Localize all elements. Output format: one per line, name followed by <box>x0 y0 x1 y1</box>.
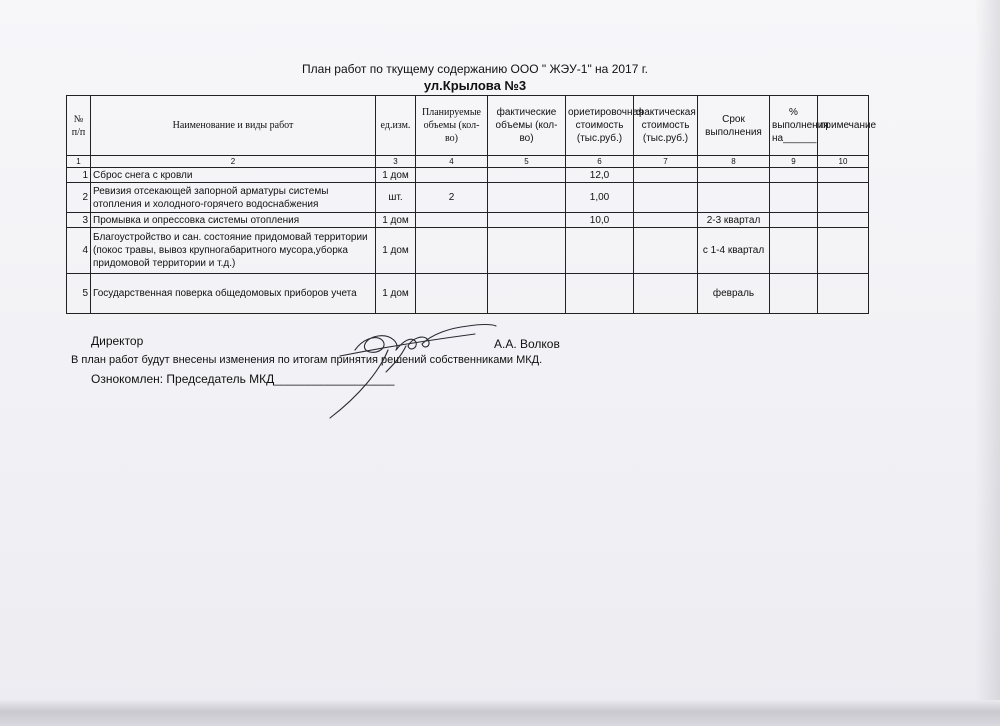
document-address: ул.Крылова №3 <box>423 78 527 93</box>
percent-cell <box>770 274 818 314</box>
header-actual-volume: фактические объемы (кол-во) <box>488 96 566 156</box>
row-number: 4 <box>67 228 91 274</box>
header-deadline: Срок выполнения <box>698 96 770 156</box>
header-number: № п/п <box>67 96 91 156</box>
column-number: 9 <box>770 156 818 168</box>
header-actual-cost: фактическая стоимость (тыс.руб.) <box>634 96 698 156</box>
work-name: Государственная поверка общедомовых приборов учета <box>91 274 376 314</box>
planned-volume-cell <box>416 168 488 183</box>
planned-volume-cell: 2 <box>416 183 488 213</box>
scan-shadow-right <box>975 0 1000 726</box>
remark-cell <box>818 213 869 228</box>
estimated-cost-cell: 1,00 <box>566 183 634 213</box>
estimated-cost-cell <box>566 228 634 274</box>
remark-cell <box>818 228 869 274</box>
percent-cell <box>770 168 818 183</box>
column-number: 5 <box>488 156 566 168</box>
column-number: 8 <box>698 156 770 168</box>
actual-volume-cell <box>488 274 566 314</box>
estimated-cost-cell <box>566 274 634 314</box>
planned-volume-cell <box>416 213 488 228</box>
handwritten-signature <box>300 310 510 425</box>
column-number: 4 <box>416 156 488 168</box>
header-percent-done: % выполнения на______ <box>770 96 818 156</box>
unit-cell: 1 дом <box>376 228 416 274</box>
actual-volume-cell <box>488 168 566 183</box>
header-remark: примечание <box>818 96 869 156</box>
deadline-cell <box>698 183 770 213</box>
planned-volume-cell <box>416 274 488 314</box>
column-number: 2 <box>91 156 376 168</box>
percent-cell <box>770 228 818 274</box>
work-plan-table <box>66 95 877 314</box>
actual-cost-cell <box>634 213 698 228</box>
table-row <box>67 274 869 314</box>
table-header-row <box>67 96 869 156</box>
work-name: Сброс снега с кровли <box>91 168 376 183</box>
deadline-cell: февраль <box>698 274 770 314</box>
actual-volume-cell <box>488 228 566 274</box>
document-title: План работ по ткущему содержанию ООО " ЖЭУ-1" на 2017 г. <box>302 62 648 76</box>
acknowledgement-line: Ознокомлен: Председатель МКД__________________ <box>91 372 395 386</box>
planned-volume-cell <box>416 228 488 274</box>
actual-cost-cell <box>634 228 698 274</box>
amendment-note: В план работ будут внесены изменения по итогам принятия решений собственниками МКД. <box>71 354 543 366</box>
deadline-cell <box>698 168 770 183</box>
actual-volume-cell <box>488 183 566 213</box>
scan-shadow-bottom <box>0 700 1000 726</box>
column-number: 3 <box>376 156 416 168</box>
director-name: А.А. Волков <box>494 337 560 351</box>
column-number: 10 <box>818 156 869 168</box>
header-estimated-cost: ориетировочная стоимость (тыс.руб.) <box>566 96 634 156</box>
table-row <box>67 183 869 213</box>
column-number: 6 <box>566 156 634 168</box>
unit-cell: шт. <box>376 183 416 213</box>
estimated-cost-cell: 10,0 <box>566 213 634 228</box>
actual-cost-cell <box>634 274 698 314</box>
work-name: Ревизия отсекающей запорной арматуры системы отопления и холодного-горячего водоснабжения <box>91 183 376 213</box>
percent-cell <box>770 183 818 213</box>
row-number: 1 <box>67 168 91 183</box>
deadline-cell: 2-3 квартал <box>698 213 770 228</box>
unit-cell: 1 дом <box>376 213 416 228</box>
row-number: 2 <box>67 183 91 213</box>
column-number: 7 <box>634 156 698 168</box>
header-work-name: Наименование и виды работ <box>91 96 376 156</box>
unit-cell: 1 дом <box>376 168 416 183</box>
remark-cell <box>818 274 869 314</box>
header-unit: ед.изм. <box>376 96 416 156</box>
actual-cost-cell <box>634 183 698 213</box>
remark-cell <box>818 168 869 183</box>
unit-cell: 1 дом <box>376 274 416 314</box>
remark-cell <box>818 183 869 213</box>
table-row <box>67 228 869 274</box>
percent-cell <box>770 213 818 228</box>
estimated-cost-cell: 12,0 <box>566 168 634 183</box>
director-label: Директор <box>91 334 144 348</box>
row-number: 3 <box>67 213 91 228</box>
column-number-row <box>67 156 869 168</box>
column-number: 1 <box>67 156 91 168</box>
header-planned-volume: Планируемые объемы (кол-во) <box>416 96 488 156</box>
table-row <box>67 168 869 183</box>
row-number: 5 <box>67 274 91 314</box>
work-name: Промывка и опрессовка системы отопления <box>91 213 376 228</box>
work-name: Благоустройство и сан. состояние придомовай территории (покос травы, вывоз крупногабаритного мусора,уборка придомовой территории и т.д.) <box>91 228 376 274</box>
table-row <box>67 213 869 228</box>
actual-cost-cell <box>634 168 698 183</box>
actual-volume-cell <box>488 213 566 228</box>
deadline-cell: с 1-4 квартал <box>698 228 770 274</box>
